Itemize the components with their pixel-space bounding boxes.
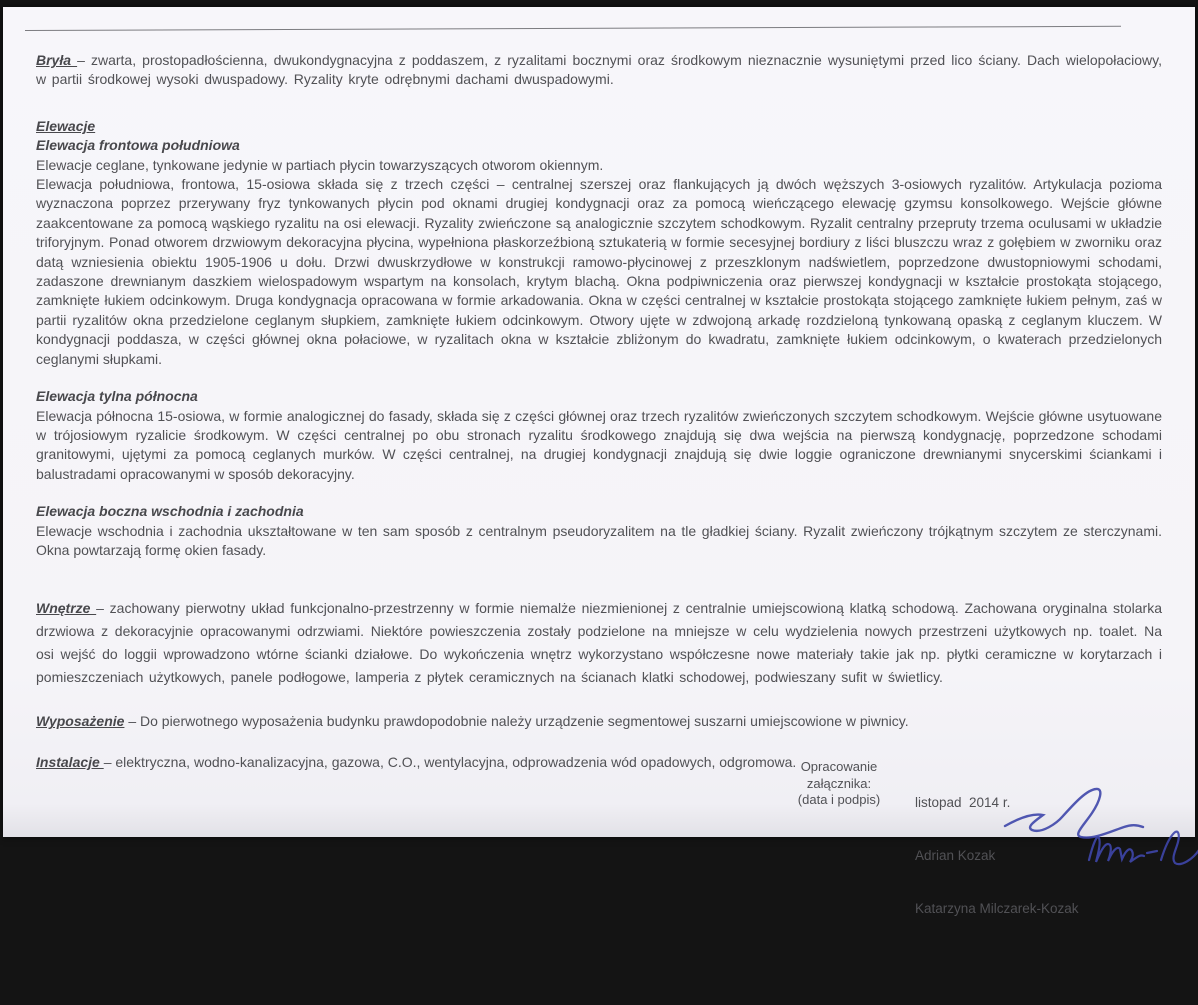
wyposazenie-lead: Wyposażenie [36,713,125,730]
wyposazenie-text: – Do pierwotnego wyposażenia budynku prawdopodobnie należy urządzenie segmentowej suszarni umiejscowione w piwnicy. [124,713,909,730]
heading-elewacje: Elewacje [36,117,96,134]
elewacja-frontowa-paragraph-2: Elewacja południowa, frontowa, 15-osiowa składa się z trzech części – centralnej szerszej oraz flankujących ją dwóch węższych 3-osiowych ryzalitów. Artykulacja pozioma wyznaczona poprzez przerywany fryz tynkowanych płycin pod oknami drugiej kondygnacji oraz za pomocą wieńczącego elewację gzymsu konsolkowego. Wejście główne zaakcentowane za pomocą wąskiego ryzalitu na osi elewacji. Ryzality zwieńczone są analogicznie szczytem schodkowym. Ryzalit centralny przepruty trzema oculusami w układzie triforyjnym. Ponad otworem drzwiowym dekoracyjna płycina, wypełniona płaskorzeźbioną sztukaterią w formie secesyjnej bordiury z liści bluszczu wraz z gołębiem w zworniku oraz datą wzniesienia obiektu 1905-1906 u dołu. Drzwi dwuskrzydłowe w konstrukcji ramowo-płycinowej z przeszklonym nadświetlem, poprzedzone dwustopniowymi schodami, zadaszone drewnianym daszkiem wielospadowym wspartym na konsolach, krytym blachą. Okna podpiwniczenia oraz pierwszej kondygnacji w kształcie prostokąta stojącego, zamknięte łukiem odcinkowym. Druga kondygnacja opracowana w formie arkadowania. Okna w części centralnej w kształcie prostokąta stojącego zamknięte łukiem pełnym, zaś w partii ryzalitów okna przedzielone ceglanym słupkiem, zamknięte łukiem odcinkowym. Otwory ujęte w zdwojoną arkadę rozdzieloną tynkowaną opaską z ceglanym kluczem. W kondygnacji poddasza, w części głównej okna połaciowe, w ryzalitach okna w kształcie zbliżonym do kwadratu, zamknięte łukiem odcinkowym, o kwaterach przedzielonych ceglanymi słupkami. [36,176,1162,367]
bryla-lead: Bryła [36,52,78,68]
footer-caption-line: załącznika: [806,775,872,791]
footer-caption [787,759,891,809]
footer-date: listopad 2014 r. [915,795,1011,811]
heading-elewacja-boczna: Elewacja boczna wschodnia i zachodnia [36,503,304,520]
footer-caption-line: Opracowanie [800,759,878,774]
bryla-text: – zwarta, prostopadłościenna, dwukondygnacyjna z poddaszem, z ryzalitami bocznymi oraz środkowym nieznacznie wysuniętymi przed lico ściany. Dach wielopołaciowy, w partii środkowej wysoki dwuspadowy. Ryzality kryte odrębnymi dachami dwuspadowymi. [36,52,1162,88]
signature-block [915,759,1079,1005]
wnetrze-text: – zachowany pierwotny układ funkcjonalno-przestrzenny w formie niemalże niezmienionej z centralnie umiejscowioną klatką schodową. Zachowana oryginalna stolarka drzwiowa z dekoracyjnie opracowanymi odrzwiami. Niektóre powieszczenia zostały podzielone na mniejsze w celu wydzielenia nowych przestrzeni użytkowych np. toalet. Na osi wejść do loggii wprowadzono wtórne ścianki działowe. Do wykończenia wnętrz wykorzystano współczesne nowe materiały takie jak np. płytki ceramiczne w korytarzach i pomieszczeniach użytkowych, panele podłogowe, lamperia z płytek ceramicznych na ścianach klatki schodowej, podwieszany sufit w świetlicy. [36,600,1162,686]
elewacja-tylna-paragraph: Elewacja północna 15-osiowa, w formie analogicznej do fasady, składa się z części głównej oraz trzech ryzalitów zwieńczonych szczytem schodkowym. Wejście główne usytuowane w trójosiowym ryzalicie środkowym. W części centralnej po obu stronach ryzalitu środkowego znajdują się dwa wejścia na pierwszą kondygnację, poprzedzone schodami granitowymi, ujętymi za pomocą ceglanych murków. W części centralnej, na drugiej kondygnacji znajdują się dwie loggie ograniczone drewnianymi snycerskimi ściankami i balustradami opracowanymi w sposób dekoracyjny. [36,407,1162,482]
bryla-paragraph [36,51,1162,90]
footer-caption-line: (data i podpis) [797,792,881,807]
instalacje-text: – elektryczna, wodno-kanalizacyjna, gazowa, C.O., wentylacyjna, odprowadzenia wód opadowych, odgromowa. [103,753,797,770]
document-body [36,47,1162,772]
instalacje-lead: Instalacje [36,753,104,770]
heading-elewacja-tylna: Elewacja tylna północna [36,388,198,405]
signatory-name: Adrian Kozak [915,847,996,863]
top-rule [25,26,1121,31]
elewacja-boczna-paragraph: Elewacje wschodnia i zachodnia ukształtowane w ten sam sposób z centralnym pseudoryzalitem na tle gładkiej ściany. Ryzalit zwieńczony trójkątnym szczytem ze sterczynami. Okna powtarzają formę okien fasady. [36,522,1162,558]
signatory-name: Katarzyna Milczarek-Kozak [915,900,1079,916]
wyposazenie-paragraph [36,712,1162,731]
wnetrze-lead: Wnętrze [36,600,97,617]
elewacja-frontowa-paragraph-1: Elewacje ceglane, tynkowane jedynie w partiach płycin towarzyszących otworom okiennym. [36,156,604,173]
katarzyna-milczarek-kozak-signature [1085,789,1198,907]
scanned-page [3,7,1195,916]
signature-footer [787,759,1079,1005]
heading-elewacja-frontowa: Elewacja frontowa południowa [36,137,240,154]
wnetrze-paragraph [36,597,1162,689]
